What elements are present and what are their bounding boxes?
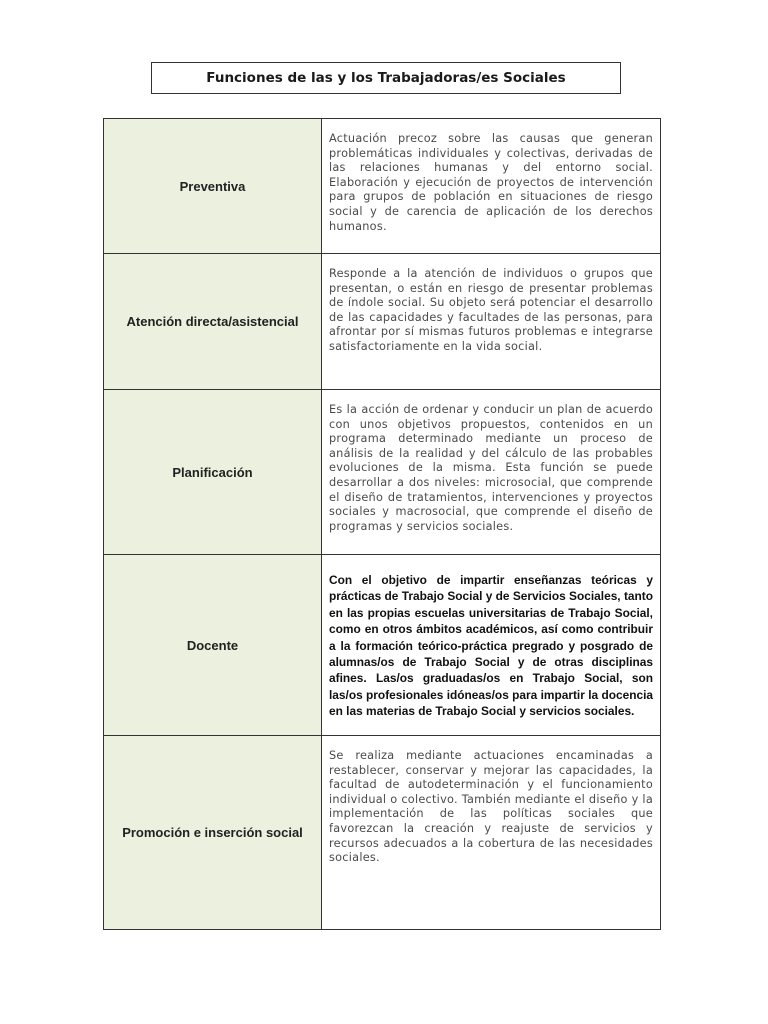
- document-title-box: [151, 62, 621, 94]
- function-description-cell: [322, 555, 661, 736]
- function-name: Atención directa/asistencial: [126, 314, 299, 329]
- function-description: Es la acción de ordenar y conducir un plan de acuerdo con unos objetivos propuestos, contenidos en un programa determinado mediante un proceso de análisis de la realidad y del cálculo de las probables evoluciones de la misma. Esta función se puede desarrollar a dos niveles: microsocial, que comprende el diseño de tratamientos, intervenciones y proyectos sociales y macrosocial, que comprende el diseño de programas y servicios sociales.: [329, 403, 653, 533]
- function-description: Con el objetivo de impartir enseñanzas teóricas y prácticas de Trabajo Social y de Servicios Sociales, tanto en las propias escuelas universitarias de Trabajo Social, como en otros ámbitos académicos, así como contribuir a la formación teórico-práctica pregrado y posgrado de alumnas/os de Trabajo Social y de otras disciplinas afines. Las/os graduadas/os en Trabajo Social, son las/os profesionales idóneas/os para impartir la docencia en las materias de Trabajo Social y servicios sociales.: [329, 573, 653, 719]
- table-row-atencion-directa: [104, 254, 661, 390]
- table-row-promocion: [104, 736, 661, 930]
- function-name-cell: [104, 390, 322, 555]
- function-name-cell: [104, 736, 322, 930]
- document-title: Funciones de las y los Trabajadoras/es Sociales: [206, 70, 566, 86]
- table-row-docente: [104, 555, 661, 736]
- function-description: Actuación precoz sobre las causas que generan problemáticas individuales y colectivas, derivadas de las relaciones humanas y del entorno social. Elaboración y ejecución de proyectos de intervención para grupos de población en situaciones de riesgo social y de carencia de aplicación de los derechos humanos.: [329, 132, 653, 233]
- table-row-preventiva: [104, 119, 661, 254]
- function-name: Preventiva: [179, 178, 246, 194]
- function-description-cell: [322, 736, 661, 930]
- function-description-cell: [322, 254, 661, 390]
- function-name-cell: [104, 555, 322, 736]
- function-description-cell: [322, 390, 661, 555]
- functions-table: [103, 118, 661, 930]
- function-name: Promoción e inserción social: [122, 825, 303, 840]
- function-name-cell: [104, 119, 322, 254]
- table-row-planificacion: [104, 390, 661, 555]
- function-description: Responde a la atención de individuos o grupos que presentan, o están en riesgo de presentar problemas de índole social. Su objeto será potenciar el desarrollo de las capacidades y facultades de las personas, para afrontar por sí mismas futuros problemas e integrarse satisfactoriamente en la vida social.: [329, 267, 653, 353]
- function-name: Docente: [186, 637, 239, 653]
- function-description-cell: [322, 119, 661, 254]
- function-description: Se realiza mediante actuaciones encaminadas a restablecer, conservar y mejorar las capacidades, la facultad de autodeterminación y el funcionamiento individual o colectivo. También mediante el diseño y la implementación de las políticas sociales que favorezcan la creación y reajuste de servicios y recursos adecuados a la cobertura de las necesidades sociales.: [329, 749, 653, 865]
- function-name: Planificación: [172, 464, 253, 480]
- function-name-cell: [104, 254, 322, 390]
